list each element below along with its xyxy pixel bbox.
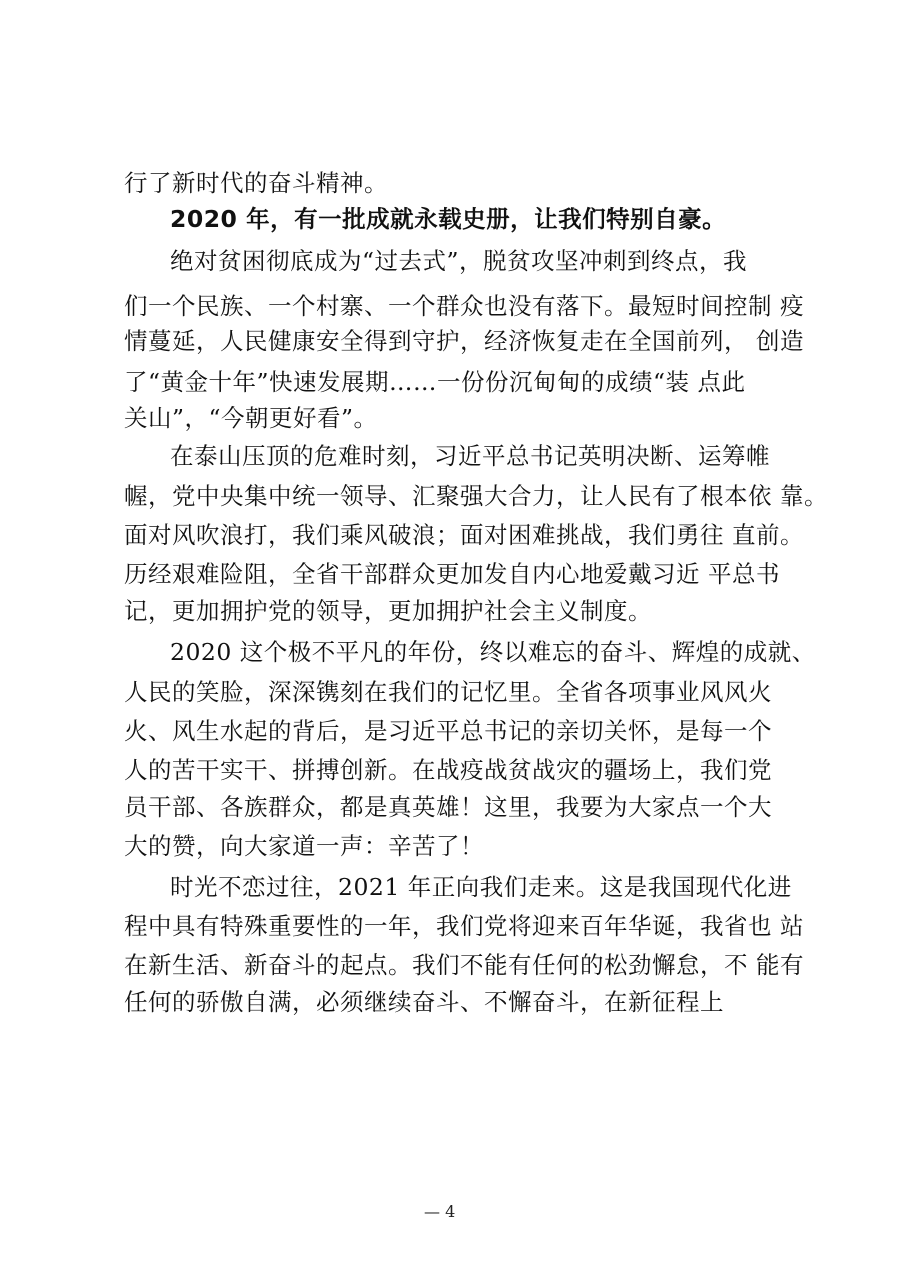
text-line-continuation: 行了新时代的奋斗精神。 [124, 169, 388, 197]
paragraph-1-line-2: 们一个民族、一个村寨、一个群众也没有落下。最短时间控制 疫 [124, 292, 804, 320]
paragraph-2-line-2: 幄，党中央集中统一领导、汇聚强大合力，让人民有了根本依 靠。 [124, 482, 828, 510]
paragraph-1-line-4: 了“黄金十年”快速发展期……一份份沉甸甸的成绩“装 点此 [124, 368, 746, 396]
paragraph-2-line-5: 记，更加拥护党的领导，更加拥护社会主义制度。 [124, 597, 652, 625]
paragraph-1-line-5: 关山”，“今朝更好看”。 [124, 404, 378, 432]
paragraph-1-line-3: 情蔓延，人民健康安全得到守护，经济恢复走在全国前列， 创造 [124, 327, 804, 355]
paragraph-3-line-1: 2020 这个极不平凡的年份，终以难忘的奋斗、辉煌的成就、 [170, 638, 816, 666]
page-number: — 4 [424, 1202, 456, 1221]
paragraph-4-line-4: 任何的骄傲自满，必须继续奋斗、不懈奋斗，在新征程上 [124, 988, 724, 1016]
paragraph-3-line-2: 人民的笑脸，深深镌刻在我们的记忆里。全省各项事业风风火 [124, 678, 772, 706]
paragraph-2-line-4: 历经艰难险阻，全省干部群众更加发自内心地爱戴习近 平总书 [124, 560, 780, 588]
paragraph-3-line-4: 人的苦干实干、拼搏创新。在战疫战贫战灾的疆场上，我们党 [124, 756, 772, 784]
paragraph-3-line-3: 火、风生水起的背后，是习近平总书记的亲切关怀，是每一个 [124, 717, 772, 745]
paragraph-4-line-3: 在新生活、新奋斗的起点。我们不能有任何的松劲懈怠，不 能有 [124, 951, 804, 979]
paragraph-4-line-1: 时光不恋过往，2021 年正向我们走来。这是我国现代化进 [170, 873, 792, 901]
bold-heading: 2020 年，有一批成就永载史册，让我们特别自豪。 [170, 205, 727, 233]
paragraph-2-line-1: 在泰山压顶的危难时刻，习近平总书记英明决断、运筹帷 [170, 442, 770, 470]
paragraph-1-line-1: 绝对贫困彻底成为“过去式”，脱贫攻坚冲刺到终点，我 [170, 247, 748, 275]
paragraph-2-line-3: 面对风吹浪打，我们乘风破浪；面对困难挑战，我们勇往 直前。 [124, 521, 804, 549]
paragraph-4-line-2: 程中具有特殊重要性的一年，我们党将迎来百年华诞，我省也 站 [124, 912, 804, 940]
paragraph-3-line-6: 大的赞，向大家道一声：辛苦了！ [124, 832, 484, 860]
paragraph-3-line-5: 员干部、各族群众，都是真英雄！这里，我要为大家点一个大 [124, 793, 772, 821]
